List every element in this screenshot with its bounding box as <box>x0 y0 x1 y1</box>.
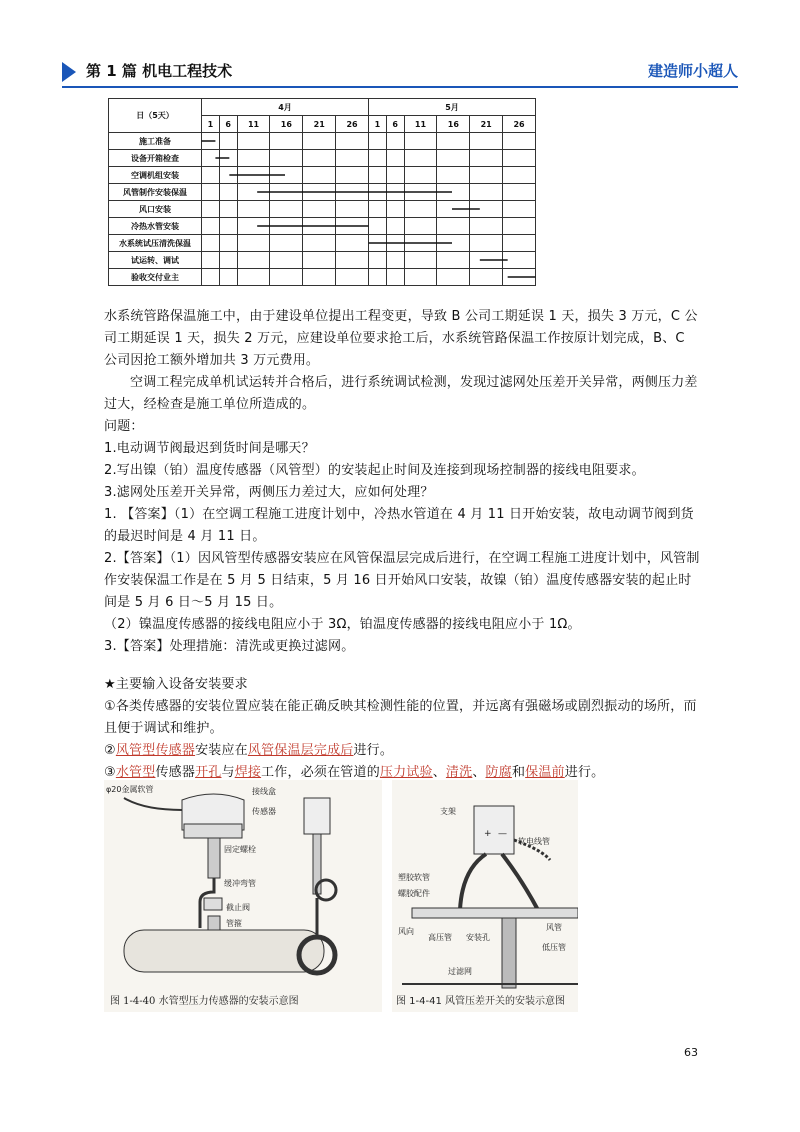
req3-highlight: 清洗 <box>445 765 473 780</box>
fig2-label: 高压管 <box>428 933 452 942</box>
schedule-cell <box>202 133 220 150</box>
fig2-label: 支架 <box>440 807 456 816</box>
day-header: 1 <box>202 116 220 133</box>
req3-highlight: 水管型 <box>115 765 156 780</box>
requirement-1: ①各类传感器的安装位置应装在能正确反映其检测性能的位置，并远离有强磁场或剧烈振动的场所，而且便于调试和维护。 <box>104 699 697 736</box>
schedule-cell <box>404 252 437 269</box>
fig2-label: 软电线管 <box>518 837 550 846</box>
day-header: 21 <box>470 116 503 133</box>
schedule-task-row <box>109 167 536 184</box>
schedule-cell <box>202 167 220 184</box>
req2-text: 进行。 <box>353 743 394 758</box>
schedule-cell <box>437 218 470 235</box>
schedule-cell <box>368 269 386 286</box>
schedule-task-row <box>109 133 536 150</box>
schedule-cell <box>503 184 536 201</box>
schedule-cell <box>386 235 404 252</box>
schedule-cell <box>270 269 303 286</box>
duct-pressure-switch-diagram <box>392 780 578 1012</box>
schedule-cell <box>470 133 503 150</box>
schedule-task-row <box>109 201 536 218</box>
schedule-cell <box>437 150 470 167</box>
schedule-cell <box>386 218 404 235</box>
schedule-cell <box>336 184 369 201</box>
schedule-cell <box>336 133 369 150</box>
schedule-cell <box>237 133 270 150</box>
schedule-cell <box>404 269 437 286</box>
page-number: 63 <box>684 1046 698 1059</box>
schedule-cell <box>368 184 386 201</box>
header-rule <box>62 86 738 88</box>
schedule-cell <box>503 218 536 235</box>
schedule-cell <box>470 218 503 235</box>
req2-highlight-duct-sensor: 风管型传感器 <box>115 743 196 758</box>
schedule-cell <box>437 184 470 201</box>
schedule-cell <box>219 184 237 201</box>
schedule-cell <box>303 218 336 235</box>
schedule-cell <box>270 201 303 218</box>
schedule-cell <box>368 167 386 184</box>
schedule-cell <box>219 269 237 286</box>
schedule-cell <box>219 201 237 218</box>
schedule-cell <box>303 150 336 167</box>
task-label: 风口安装 <box>109 201 202 218</box>
schedule-cell <box>219 150 237 167</box>
schedule-cell <box>437 252 470 269</box>
answer-1: 1. 【答案】（1）在空调工程施工进度计划中，冷热水管道在 4 月 11 日开始安装，故电动调节阀到货的最迟时间是 4 月 11 日。 <box>104 507 694 544</box>
schedule-cell <box>368 201 386 218</box>
schedule-cell <box>437 269 470 286</box>
task-label: 风管制作安装保温 <box>109 184 202 201</box>
fig2-label: 风向 <box>398 927 414 936</box>
schedule-cell <box>237 218 270 235</box>
fig2-label: 安装孔 <box>466 933 490 942</box>
day-header: 16 <box>437 116 470 133</box>
schedule-month-row <box>109 99 536 116</box>
schedule-cell <box>503 201 536 218</box>
schedule-cell <box>470 167 503 184</box>
schedule-cell <box>202 252 220 269</box>
schedule-cell <box>270 252 303 269</box>
schedule-cell <box>219 167 237 184</box>
schedule-cell <box>503 252 536 269</box>
schedule-cell <box>386 167 404 184</box>
schedule-corner-label: 日（5天） <box>109 99 202 133</box>
water-pipe-sensor-diagram <box>104 780 382 1012</box>
req3-highlight: 开孔 <box>195 765 222 780</box>
schedule-cell <box>386 269 404 286</box>
schedule-cell <box>437 167 470 184</box>
schedule-cell <box>237 269 270 286</box>
req2-highlight-after-insulation: 风管保温层完成后 <box>247 743 354 758</box>
schedule-task-row <box>109 150 536 167</box>
schedule-cell <box>470 235 503 252</box>
header-triangle-icon <box>62 62 76 82</box>
task-label: 验收交付业主 <box>109 269 202 286</box>
schedule-cell <box>368 218 386 235</box>
req3-text: 进行。 <box>564 765 605 780</box>
schedule-cell <box>404 201 437 218</box>
schedule-cell <box>404 218 437 235</box>
req3-text: 传感器 <box>155 765 196 780</box>
task-label: 空调机组安装 <box>109 167 202 184</box>
req3-text: 工作，必须在管道的 <box>261 765 380 780</box>
month-header: 4月 <box>202 99 369 116</box>
day-header: 6 <box>386 116 404 133</box>
requirement-2 <box>104 740 702 762</box>
req3-highlight: 防腐 <box>485 765 512 780</box>
req3-text: 与 <box>221 765 235 780</box>
minus-sign: — <box>498 829 507 839</box>
schedule-cell <box>336 167 369 184</box>
chapter-title: 第 1 篇 机电工程技术 <box>86 62 233 80</box>
fig1-label: 接线盒 <box>252 787 276 796</box>
schedule-cell <box>336 235 369 252</box>
schedule-task-row <box>109 235 536 252</box>
task-label: 施工准备 <box>109 133 202 150</box>
paragraph-project-change: 水系统管路保温施工中，由于建设单位提出工程变更，导致 B 公司工期延误 1 天，损失 3 万元，C 公司工期延误 1 天，损失 2 万元，应建设单位要求抢工后，水系统管路保温工作按原计划完成，B、C 公司因抢工额外增加共 3 万元费用。 <box>104 309 698 368</box>
schedule-cell <box>470 150 503 167</box>
schedule-cell <box>237 235 270 252</box>
day-header: 21 <box>303 116 336 133</box>
schedule-cell <box>303 133 336 150</box>
day-header: 6 <box>219 116 237 133</box>
req3-highlight: 保温前 <box>525 765 565 780</box>
req3-text: 、 <box>432 765 446 780</box>
schedule-cell <box>303 167 336 184</box>
schedule-cell <box>219 218 237 235</box>
schedule-cell <box>404 133 437 150</box>
schedule-cell <box>336 269 369 286</box>
day-header: 1 <box>368 116 386 133</box>
schedule-cell <box>237 201 270 218</box>
schedule-cell <box>237 184 270 201</box>
fig1-label: φ20金属软管 <box>106 785 154 794</box>
answer-2: 2.【答案】（1）因风管型传感器安装应在风管保温层完成后进行，在空调工程施工进度计划中，风管制作安装保温工作是在 5 月 5 日结束，5 月 16 日开始风口安装，故镍（铂）温度传感器安装的起止时间是 5 月 6 日～5 月 15 日。 <box>104 551 700 610</box>
schedule-cell <box>270 150 303 167</box>
schedule-task-row <box>109 252 536 269</box>
key-requirements-title: ★主要输入设备安装要求 <box>104 677 248 692</box>
task-label: 设备开箱检查 <box>109 150 202 167</box>
fig2-label: 低压管 <box>542 943 566 952</box>
schedule-cell <box>336 201 369 218</box>
schedule-cell <box>219 235 237 252</box>
schedule-cell <box>303 235 336 252</box>
schedule-cell <box>386 133 404 150</box>
fig2-label: 螺胶配件 <box>398 889 430 898</box>
schedule-cell <box>202 184 220 201</box>
fig2-caption: 图 1-4-41 风管压差开关的安装示意图 <box>396 996 566 1007</box>
fig1-label: 截止阀 <box>226 903 250 912</box>
paragraph-debug-issue: 空调工程完成单机试运转并合格后，进行系统调试检测，发现过滤网处压差开关异常，两侧压力差过大，经检查是施工单位所造成的。 <box>104 375 698 412</box>
schedule-cell <box>219 252 237 269</box>
month-header: 5月 <box>368 99 535 116</box>
schedule-cell <box>404 150 437 167</box>
schedule-cell <box>503 269 536 286</box>
schedule-cell <box>270 167 303 184</box>
schedule-cell <box>237 167 270 184</box>
figure-water-pipe-sensor <box>104 780 382 1012</box>
req2-marker: ② <box>104 743 116 758</box>
schedule-cell <box>237 150 270 167</box>
fig1-label: 管箍 <box>226 919 242 928</box>
schedule-cell <box>336 218 369 235</box>
schedule-cell <box>303 252 336 269</box>
schedule-cell <box>202 269 220 286</box>
schedule-task-row <box>109 184 536 201</box>
task-label: 冷热水管安装 <box>109 218 202 235</box>
schedule-cell <box>202 150 220 167</box>
req2-text: 安装应在 <box>195 743 248 758</box>
schedule-cell <box>437 133 470 150</box>
schedule-cell <box>503 167 536 184</box>
schedule-cell <box>270 184 303 201</box>
schedule-task-row <box>109 269 536 286</box>
schedule-cell <box>437 235 470 252</box>
fig2-label: 过滤网 <box>448 967 472 976</box>
schedule-cell <box>270 133 303 150</box>
question-1: 1.电动调节阀最迟到货时间是哪天？ <box>104 441 315 456</box>
schedule-cell <box>386 252 404 269</box>
schedule-cell <box>368 150 386 167</box>
brand-name: 建造师小超人 <box>647 62 738 80</box>
fig1-label: 传感器 <box>252 807 276 816</box>
schedule-cell <box>219 133 237 150</box>
schedule-cell <box>202 218 220 235</box>
schedule-cell <box>202 201 220 218</box>
schedule-cell <box>503 133 536 150</box>
schedule-cell <box>470 252 503 269</box>
day-header: 26 <box>503 116 536 133</box>
schedule-cell <box>404 167 437 184</box>
schedule-cell <box>303 184 336 201</box>
schedule-cell <box>368 252 386 269</box>
schedule-cell <box>437 201 470 218</box>
schedule-cell <box>303 269 336 286</box>
plus-sign: + <box>484 829 492 839</box>
schedule-cell <box>470 184 503 201</box>
fig1-label: 固定螺栓 <box>224 845 256 854</box>
schedule-cell <box>336 252 369 269</box>
schedule-cell <box>404 184 437 201</box>
fig2-label: 塑胶软管 <box>398 873 430 882</box>
schedule-cell <box>470 269 503 286</box>
schedule-cell <box>470 201 503 218</box>
schedule-cell <box>303 201 336 218</box>
day-header: 11 <box>237 116 270 133</box>
schedule-cell <box>270 235 303 252</box>
schedule-cell <box>368 235 386 252</box>
schedule-cell <box>386 150 404 167</box>
answer-2-part-2: （2）镍温度传感器的接线电阻应小于 3Ω，铂温度传感器的接线电阻应小于 1Ω。 <box>104 617 581 632</box>
schedule-cell <box>202 235 220 252</box>
req3-highlight: 焊接 <box>234 765 262 780</box>
fig2-label: 风管 <box>546 923 562 932</box>
req3-text: 、 <box>472 765 486 780</box>
schedule-cell <box>404 235 437 252</box>
schedule-cell <box>503 150 536 167</box>
question-2: 2.写出镍（铂）温度传感器（风管型）的安装起止时间及连接到现场控制器的接线电阻要求。 <box>104 463 645 478</box>
fig1-label: 缓冲弯管 <box>224 879 256 888</box>
construction-schedule-table <box>108 98 536 286</box>
schedule-cell <box>270 218 303 235</box>
schedule-cell <box>386 201 404 218</box>
answer-3: 3.【答案】处理措施：清洗或更换过滤网。 <box>104 639 355 654</box>
day-header: 26 <box>336 116 369 133</box>
task-label: 试运转、调试 <box>109 252 202 269</box>
task-label: 水系统试压清洗保温 <box>109 235 202 252</box>
schedule-cell <box>368 133 386 150</box>
schedule-cell <box>503 235 536 252</box>
schedule-task-row <box>109 218 536 235</box>
question-3: 3.滤网处压差开关异常，两侧压力差过大，应如何处理？ <box>104 485 434 500</box>
req3-text: 和 <box>511 765 526 780</box>
req3-highlight: 压力试验 <box>379 765 433 780</box>
fig1-caption: 图 1-4-40 水管型压力传感器的安装示意图 <box>110 996 299 1007</box>
day-header: 11 <box>404 116 437 133</box>
schedule-cell <box>237 252 270 269</box>
questions-title: 问题： <box>104 419 144 434</box>
req3-marker: ③ <box>104 765 116 780</box>
schedule-cell <box>336 150 369 167</box>
schedule-cell <box>386 184 404 201</box>
figure-duct-pressure-switch <box>392 780 578 1012</box>
day-header: 16 <box>270 116 303 133</box>
